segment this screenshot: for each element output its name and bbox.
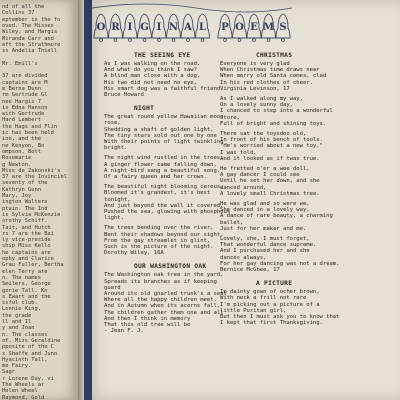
poem-line: ballet, bbox=[220, 219, 244, 226]
poem-line: A dance of rare beauty, a charming bbox=[220, 213, 333, 220]
left-page-line: Miranda Carr and bbox=[2, 35, 54, 42]
poem-line: In his red clothes of cheer. bbox=[220, 79, 313, 86]
banner-letter: R bbox=[111, 22, 120, 33]
poem-line: As I was walking on the road, bbox=[104, 61, 201, 67]
poem-line: A night-bird sang a beautiful song, bbox=[104, 167, 221, 174]
bell-clapper-icon bbox=[201, 39, 204, 42]
poem-line: I chanced to step into a wonderful bbox=[220, 108, 333, 115]
bell-clapper-icon bbox=[282, 39, 285, 42]
poem-line: Virginia Levinson, 17 bbox=[220, 85, 290, 92]
banner-ribbon bbox=[92, 4, 292, 12]
left-page-line: r Lorene Day, vi bbox=[2, 375, 54, 382]
poem-line: Bernice McGhee, 17 bbox=[220, 267, 280, 273]
poem-line: There sat the toysdoo old, bbox=[220, 131, 307, 137]
blue-cover-edge bbox=[84, 0, 92, 400]
poem-line: For her gay dancing was not a dream. bbox=[220, 260, 340, 267]
banner-letter: O bbox=[235, 22, 244, 33]
poem-title: CHRISTMAS bbox=[256, 52, 293, 59]
left-page-line: n. The classes bbox=[2, 331, 48, 338]
bell-decorations bbox=[92, 4, 292, 41]
left-page-line: s Ewart and the bbox=[2, 293, 51, 300]
poem-line: That this old tree will be bbox=[104, 322, 191, 328]
banner-letter: M bbox=[262, 22, 275, 33]
poem-line: tonight, bbox=[104, 196, 131, 203]
poem-line: When merry old Santa comes, clad bbox=[220, 73, 327, 80]
bell-clapper-icon bbox=[129, 39, 132, 42]
poem-line: A blind man close with a dog, bbox=[104, 73, 201, 80]
banner-letter: L bbox=[198, 22, 207, 33]
left-page-line: gorie Tall. Kn bbox=[2, 287, 48, 294]
poem-line: rose, bbox=[104, 120, 121, 127]
poem-line: In dainty gown of ocher brown, bbox=[220, 289, 320, 296]
left-page-line: of. Miss Geraldine bbox=[2, 337, 61, 344]
poem-line: I kept that first Thanksgiving. bbox=[220, 320, 323, 327]
left-page-line: Tait, and Hutch bbox=[2, 224, 51, 231]
left-page-line: Smilers, George bbox=[2, 281, 51, 288]
left-page-line: is Sylvia McKenzie bbox=[2, 211, 61, 218]
bell-clapper-icon bbox=[172, 39, 175, 42]
poem-line: Where all the happy children meet. bbox=[104, 297, 217, 304]
poem-line: Bloomed it's grandest, it's best bbox=[104, 190, 211, 197]
poem-line: When Christmas time draws near bbox=[220, 67, 320, 74]
poem-line: Of a fairy queen and her crown. bbox=[104, 174, 207, 180]
banner-letter: P bbox=[221, 22, 229, 33]
poem-line: A lovely small Christmas tree. bbox=[220, 190, 320, 197]
left-page-line: the grade bbox=[2, 312, 32, 319]
left-page-line: rs 7 are the Bai bbox=[2, 230, 54, 237]
poem-line: The trees bending over the river, bbox=[104, 225, 214, 232]
left-page-line: ophy and Clarice bbox=[2, 256, 54, 262]
left-page-line: Miss de Zakonski's bbox=[2, 167, 61, 174]
poem-line: In front of his bench of tools. bbox=[220, 137, 323, 144]
left-page-line: Grau Fuller, Bertha bbox=[2, 262, 64, 269]
poem-line: dances always, bbox=[220, 254, 267, 261]
left-page-line: g Newton. bbox=[2, 161, 32, 168]
left-page-line: ss Andelia Thiell bbox=[2, 48, 58, 55]
poem-line: With their points of light twinkling bbox=[104, 139, 224, 145]
left-page-line: eft the Strathmore bbox=[2, 41, 61, 48]
poem-line: And it looked as if twas true. bbox=[220, 155, 320, 162]
poem-line: The tiny stars sold out one by one bbox=[104, 132, 217, 139]
left-page-line: with Gertrude bbox=[2, 111, 45, 118]
left-page-line: oved. The Misses bbox=[2, 22, 54, 29]
left-page-line: Sagr bbox=[2, 369, 15, 376]
poem-line: Full of bright and shining toys. bbox=[220, 120, 327, 127]
poem-line: His two did not need no eye, bbox=[104, 79, 197, 86]
poem-line: But then I must ask you to know that bbox=[220, 314, 340, 320]
poem-line: That wonderful dance supreme. bbox=[220, 242, 317, 249]
left-page-line: Mary, Joy bbox=[2, 193, 32, 199]
poem-line: The children gather them one and all bbox=[104, 309, 224, 316]
left-page-line: is Edna Hanson bbox=[2, 104, 48, 111]
bell-clapper-icon bbox=[224, 39, 227, 42]
banner-letter: I bbox=[156, 22, 162, 33]
left-page-line: ington Walters bbox=[2, 199, 48, 206]
left-page-line: Mr. Emill's bbox=[2, 60, 38, 67]
poem-line: He was glad and so were we, bbox=[220, 201, 310, 207]
left-page-line: seventy of the bbox=[2, 180, 48, 187]
banner-letter: G bbox=[140, 22, 149, 33]
left-page-line: y and Joan bbox=[2, 325, 35, 332]
poem-title: A PICTURE bbox=[256, 280, 293, 288]
poem-line: light. bbox=[104, 215, 124, 222]
bell-clapper-icon bbox=[100, 39, 103, 42]
bell-clapper-icon bbox=[253, 39, 256, 42]
poem-line: - Jean F. J. bbox=[104, 328, 144, 335]
poem-line: His smart dog was a faithful friend. bbox=[104, 85, 224, 92]
left-page-line: the Hags and Flin bbox=[2, 123, 58, 130]
poem-line: little Puritan girl, bbox=[220, 307, 287, 314]
left-page-line: Wiley, and Hargis bbox=[2, 29, 58, 36]
poem-line: Bent their shadows beyond our sight, bbox=[104, 231, 224, 238]
poem-line: Such is the picture of the night. bbox=[104, 244, 214, 250]
original-poems-banner bbox=[86, 2, 296, 44]
poem-line: With neck a frill not rare bbox=[220, 295, 307, 302]
poem-line: And I purchased her and she bbox=[220, 248, 310, 255]
left-page-line: Helen Wheel bbox=[2, 388, 38, 395]
left-page-line: he captains are bbox=[2, 249, 51, 256]
left-page-line: Kathryn Gunn bbox=[2, 186, 41, 193]
poem-line: bright. bbox=[104, 145, 128, 152]
poem-line: And in Autumn when its acorns fall, bbox=[104, 303, 221, 310]
bell-clapper-icon bbox=[114, 39, 117, 42]
left-page-line: Lonnie King, bbox=[2, 306, 41, 313]
left-page-line: The Wheels ar bbox=[2, 382, 45, 388]
banner-letter: S bbox=[279, 22, 287, 33]
left-page-line: ne Kenyon, Bo bbox=[2, 142, 45, 149]
left-page-line: pposite of the C bbox=[2, 344, 54, 351]
poem-line: Bruce Howard bbox=[104, 92, 144, 98]
poem-line: "He's worried about a new toy," bbox=[220, 143, 323, 150]
poem-line: A gay dancer I could see bbox=[220, 172, 300, 179]
left-page-line: nd of all the bbox=[2, 4, 45, 10]
left-page-line: eptember is the fo bbox=[2, 16, 61, 23]
left-page-line: n. The names bbox=[2, 274, 41, 281]
left-page-line: s Shaffe and Juno bbox=[2, 350, 58, 357]
poem-line: A ginger flower came falling down, bbox=[104, 161, 217, 168]
left-page-line: nee Hargis 7 bbox=[2, 98, 41, 105]
poem-line: The beautiful night blooming cereus, bbox=[104, 184, 224, 191]
left-page-line: ssful club. bbox=[2, 300, 38, 307]
left-page-line: Hard Lambert bbox=[2, 117, 41, 124]
poem-title: NIGHT bbox=[134, 105, 155, 113]
left-page-line: Hyacinth Tall, bbox=[2, 356, 48, 363]
poem-line: And just beyond the wall it covered, bbox=[104, 202, 224, 209]
banner-letter: N bbox=[168, 22, 179, 33]
poem-line: Pushed the sea, glowing with phosphous bbox=[104, 209, 231, 215]
poem-line: Just for her maker and me. bbox=[220, 225, 307, 232]
poem-line: guard bbox=[104, 284, 121, 291]
left-page-line: ship Miss Kello bbox=[2, 243, 51, 250]
banner-letter: O bbox=[96, 22, 106, 33]
poem-line: store, bbox=[220, 114, 240, 121]
left-page-line: ic has been held bbox=[2, 130, 54, 136]
poem-line: The night wind rustled in the trees, bbox=[104, 155, 224, 162]
poem-line: Dorothy Wiley, 16A bbox=[104, 250, 164, 257]
poem-line: Shedding a shaft of golden light, bbox=[104, 126, 214, 133]
left-page-line: ompson, Bott bbox=[2, 148, 41, 155]
poem-line: On a lovely sunny day, bbox=[220, 102, 293, 109]
poem-line: Lovely, she, I must forget, bbox=[220, 236, 310, 242]
banner-letter: A bbox=[184, 22, 192, 33]
poem-line: Everyone is very glad bbox=[220, 61, 290, 67]
left-page-line: 37 are the Invincibl bbox=[2, 174, 67, 181]
left-page-line: ly vice-preside bbox=[2, 237, 51, 244]
poem-line: The great round yellow Hawaiian moon bbox=[104, 114, 224, 121]
left-page-line: captains are M bbox=[2, 79, 48, 86]
left-page-line: rm Gertrude Gl bbox=[2, 92, 48, 99]
left-page-line: orothy Schiff. bbox=[2, 218, 48, 225]
banner-letter: E bbox=[250, 22, 258, 33]
poem-title: THE SEEING EYE bbox=[134, 52, 191, 59]
bell-clapper-icon bbox=[158, 39, 161, 42]
left-page-line: Raymond, Gold bbox=[2, 394, 45, 400]
poem-line: I'm picking out a picture of a bbox=[220, 301, 320, 308]
left-page-line: Rosemarie bbox=[2, 155, 32, 162]
poem-line: Until he set her down, and she bbox=[220, 178, 320, 185]
poem-line: As I walked along my way, bbox=[220, 96, 303, 102]
poem-line: The Washington oak tree in the yard, bbox=[104, 272, 224, 279]
bell-clapper-icon bbox=[267, 39, 270, 42]
left-page-line: 37 are divided bbox=[2, 73, 48, 80]
poem-line: From the gay streamlet in glint, bbox=[104, 237, 211, 244]
banner-letter: I bbox=[127, 22, 133, 33]
left-page-line: elen Terry are bbox=[2, 268, 48, 275]
left-page-line: ptain. The Ind bbox=[2, 205, 48, 212]
poem-line: Spreads its branches as if keeping bbox=[104, 278, 217, 285]
magazine-page bbox=[84, 0, 400, 400]
left-page-line: ion, and the bbox=[2, 136, 41, 143]
poem-line: Around its old gnarled trunk's a seat bbox=[104, 291, 227, 297]
poem-line: He fretted o'er a wee doll, bbox=[220, 166, 310, 172]
poem-line: And what do you think I saw? bbox=[104, 67, 197, 74]
left-facing-page bbox=[0, 0, 80, 400]
left-page-line: m Berna Dunn bbox=[2, 85, 41, 92]
bell-clapper-icon bbox=[143, 39, 146, 42]
bell-clapper-icon bbox=[238, 39, 241, 42]
poem-line: danced around, bbox=[220, 184, 267, 191]
poem-line: And then I think in memory bbox=[104, 315, 191, 322]
left-page-line: Collins 37 bbox=[2, 10, 35, 17]
bell-clapper-icon bbox=[187, 39, 190, 42]
poem-line: She danced in a lovely way, bbox=[220, 207, 310, 214]
poem-line: I was told, bbox=[220, 149, 257, 156]
poem-title: OUR WASHINGTON OAK bbox=[134, 263, 207, 271]
left-page-line: me Fairy. bbox=[2, 363, 32, 370]
left-page-line: ll and Il bbox=[2, 319, 32, 325]
